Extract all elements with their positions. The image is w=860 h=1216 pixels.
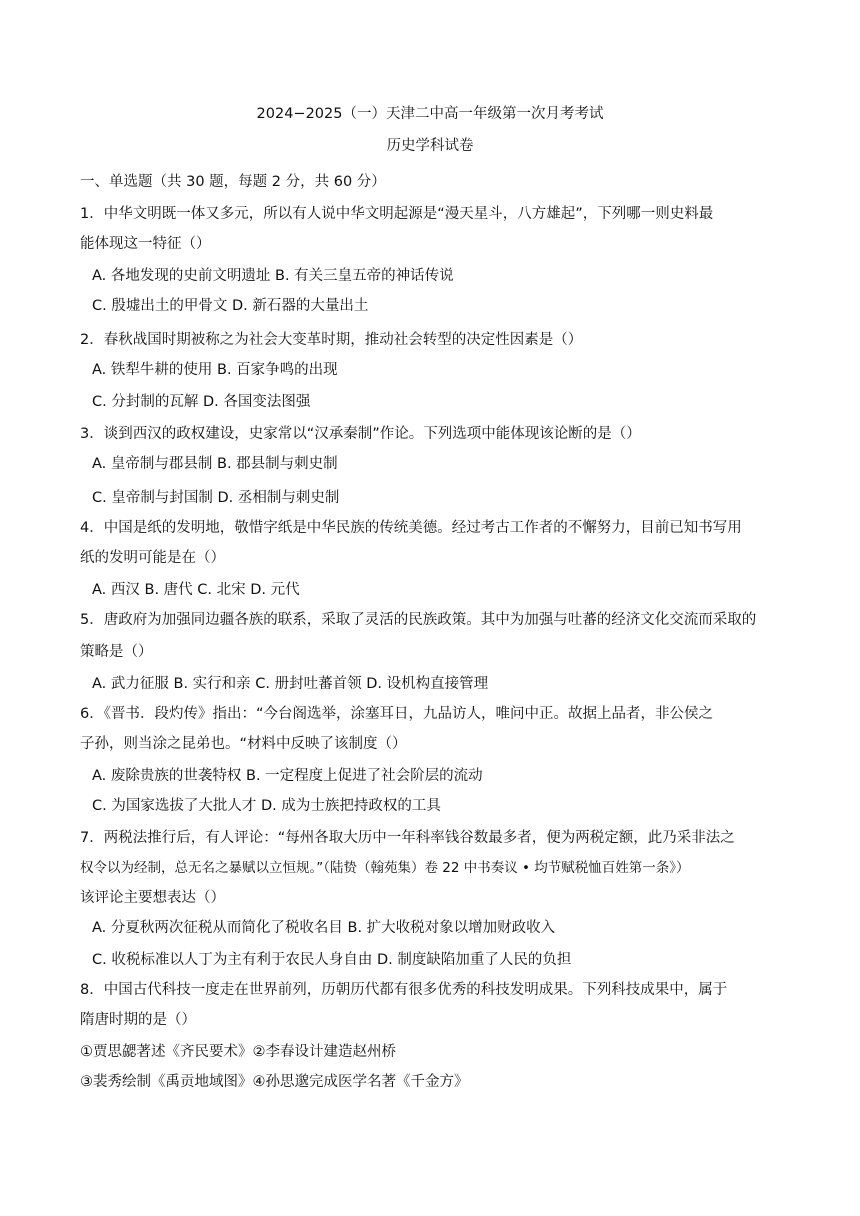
question-6-text-cont: 子孙，则当涂之昆弟也。“材料中反映了该制度（） (80, 736, 407, 752)
question-2-options-cd: C. 分封制的瓦解 D. 各国变法图强 (92, 394, 311, 410)
question-6-options-cd: C. 为国家选拔了大批人才 D. 成为士族把持政权的工具 (92, 798, 441, 814)
question-3-options-ab: A. 皇帝制与郡县制 B. 郡县制与刺史制 (92, 456, 338, 472)
question-6-options-ab: A. 废除贵族的世袭特权 B. 一定程度上促进了社会阶层的流动 (92, 768, 483, 784)
question-8-text-cont: 隋唐时期的是（） (80, 1012, 196, 1028)
question-2-options-ab: A. 铁犁牛耕的使用 B. 百家争鸣的出现 (92, 362, 338, 378)
question-6-text: 6．《晋书．段灼传》指出：“今台阁选举，涂塞耳日，九品访人，唯问中正。故据上品者，非公侯之 (80, 706, 713, 722)
question-3-text: 3．谈到西汉的政权建设，史家常以“汉承秦制”作论。下列选项中能体现该论断的是（） (80, 426, 641, 442)
question-7-text: 7．两税法推行后，有人评论：“每州各取大历中一年科率钱谷数最多者，便为两税定额，此乃采非法之 (80, 830, 735, 846)
question-2-text: 2．春秋战国时期被称之为社会大变革时期，推动社会转型的决定性因素是（） (80, 332, 583, 348)
question-1-text: 1．中华文明既一体又多元，所以有人说中华文明起源是“漫天星斗，八方雄起”，下列哪一则史料最 (80, 206, 714, 222)
question-3-options-cd: C. 皇帝制与封国制 D. 丞相制与刺史制 (92, 490, 340, 506)
question-1-text-cont: 能体现这一特征（） (80, 236, 211, 252)
question-7-options-ab: A. 分夏秋两次征税从而简化了税收名目 B. 扩大收税对象以增加财政收入 (92, 920, 556, 936)
question-8-item-34: ③裴秀绘制《禹贡地域图》④孙思邈完成医学名著《千金方》 (80, 1074, 469, 1090)
question-8-item-12: ①贾思勰著述《齐民要术》②李春设计建造赵州桥 (80, 1044, 396, 1060)
question-5-text-cont: 策略是（） (80, 644, 153, 660)
question-1-options-cd: C. 殷墟出土的甲骨文 D. 新石器的大量出土 (92, 298, 369, 314)
question-7-options-cd: C. 收税标准以人丁为主有利于农民人身自由 D. 制度缺陷加重了人民的负担 (92, 952, 572, 968)
question-4-text-cont: 纸的发明可能是在（） (80, 550, 225, 566)
question-4-options: A. 西汉 B. 唐代 C. 北宋 D. 元代 (92, 582, 300, 598)
question-8-text: 8．中国古代科技一度走在世界前列，历朝历代都有很多优秀的科技发明成果。下列科技成果中，属于 (80, 982, 728, 998)
section-heading: 一、单选题（共 30 题，每题 2 分，共 60 分） (80, 174, 386, 190)
question-7-text-cont: 权令以为经制，总无名之暴赋以立恒规。”（陆贽（翰苑集）卷 22 中书奏议 • 均节赋税恤百姓第一条》） (80, 860, 690, 876)
question-7-text-cont-2: 该评论主要想表达（） (80, 890, 225, 906)
exam-subtitle: 历史学科试卷 (386, 138, 474, 154)
exam-title: 2024−2025（一）天津二中高一年级第一次月考考试 (256, 106, 604, 122)
question-5-text: 5．唐政府为加强同边疆各族的联系，采取了灵活的民族政策。其中为加强与吐蕃的经济文化交流而采取的 (80, 612, 757, 628)
question-4-text: 4．中国是纸的发明地，敬惜字纸是中华民族的传统美德。经过考古工作者的不懈努力，目前已知书写用 (80, 520, 742, 536)
question-1-options-ab: A. 各地发现的史前文明遗址 B. 有关三皇五帝的神话传说 (92, 268, 454, 284)
question-5-options: A. 武力征服 B. 实行和亲 C. 册封吐蕃首领 D. 设机构直接管理 (92, 676, 489, 692)
